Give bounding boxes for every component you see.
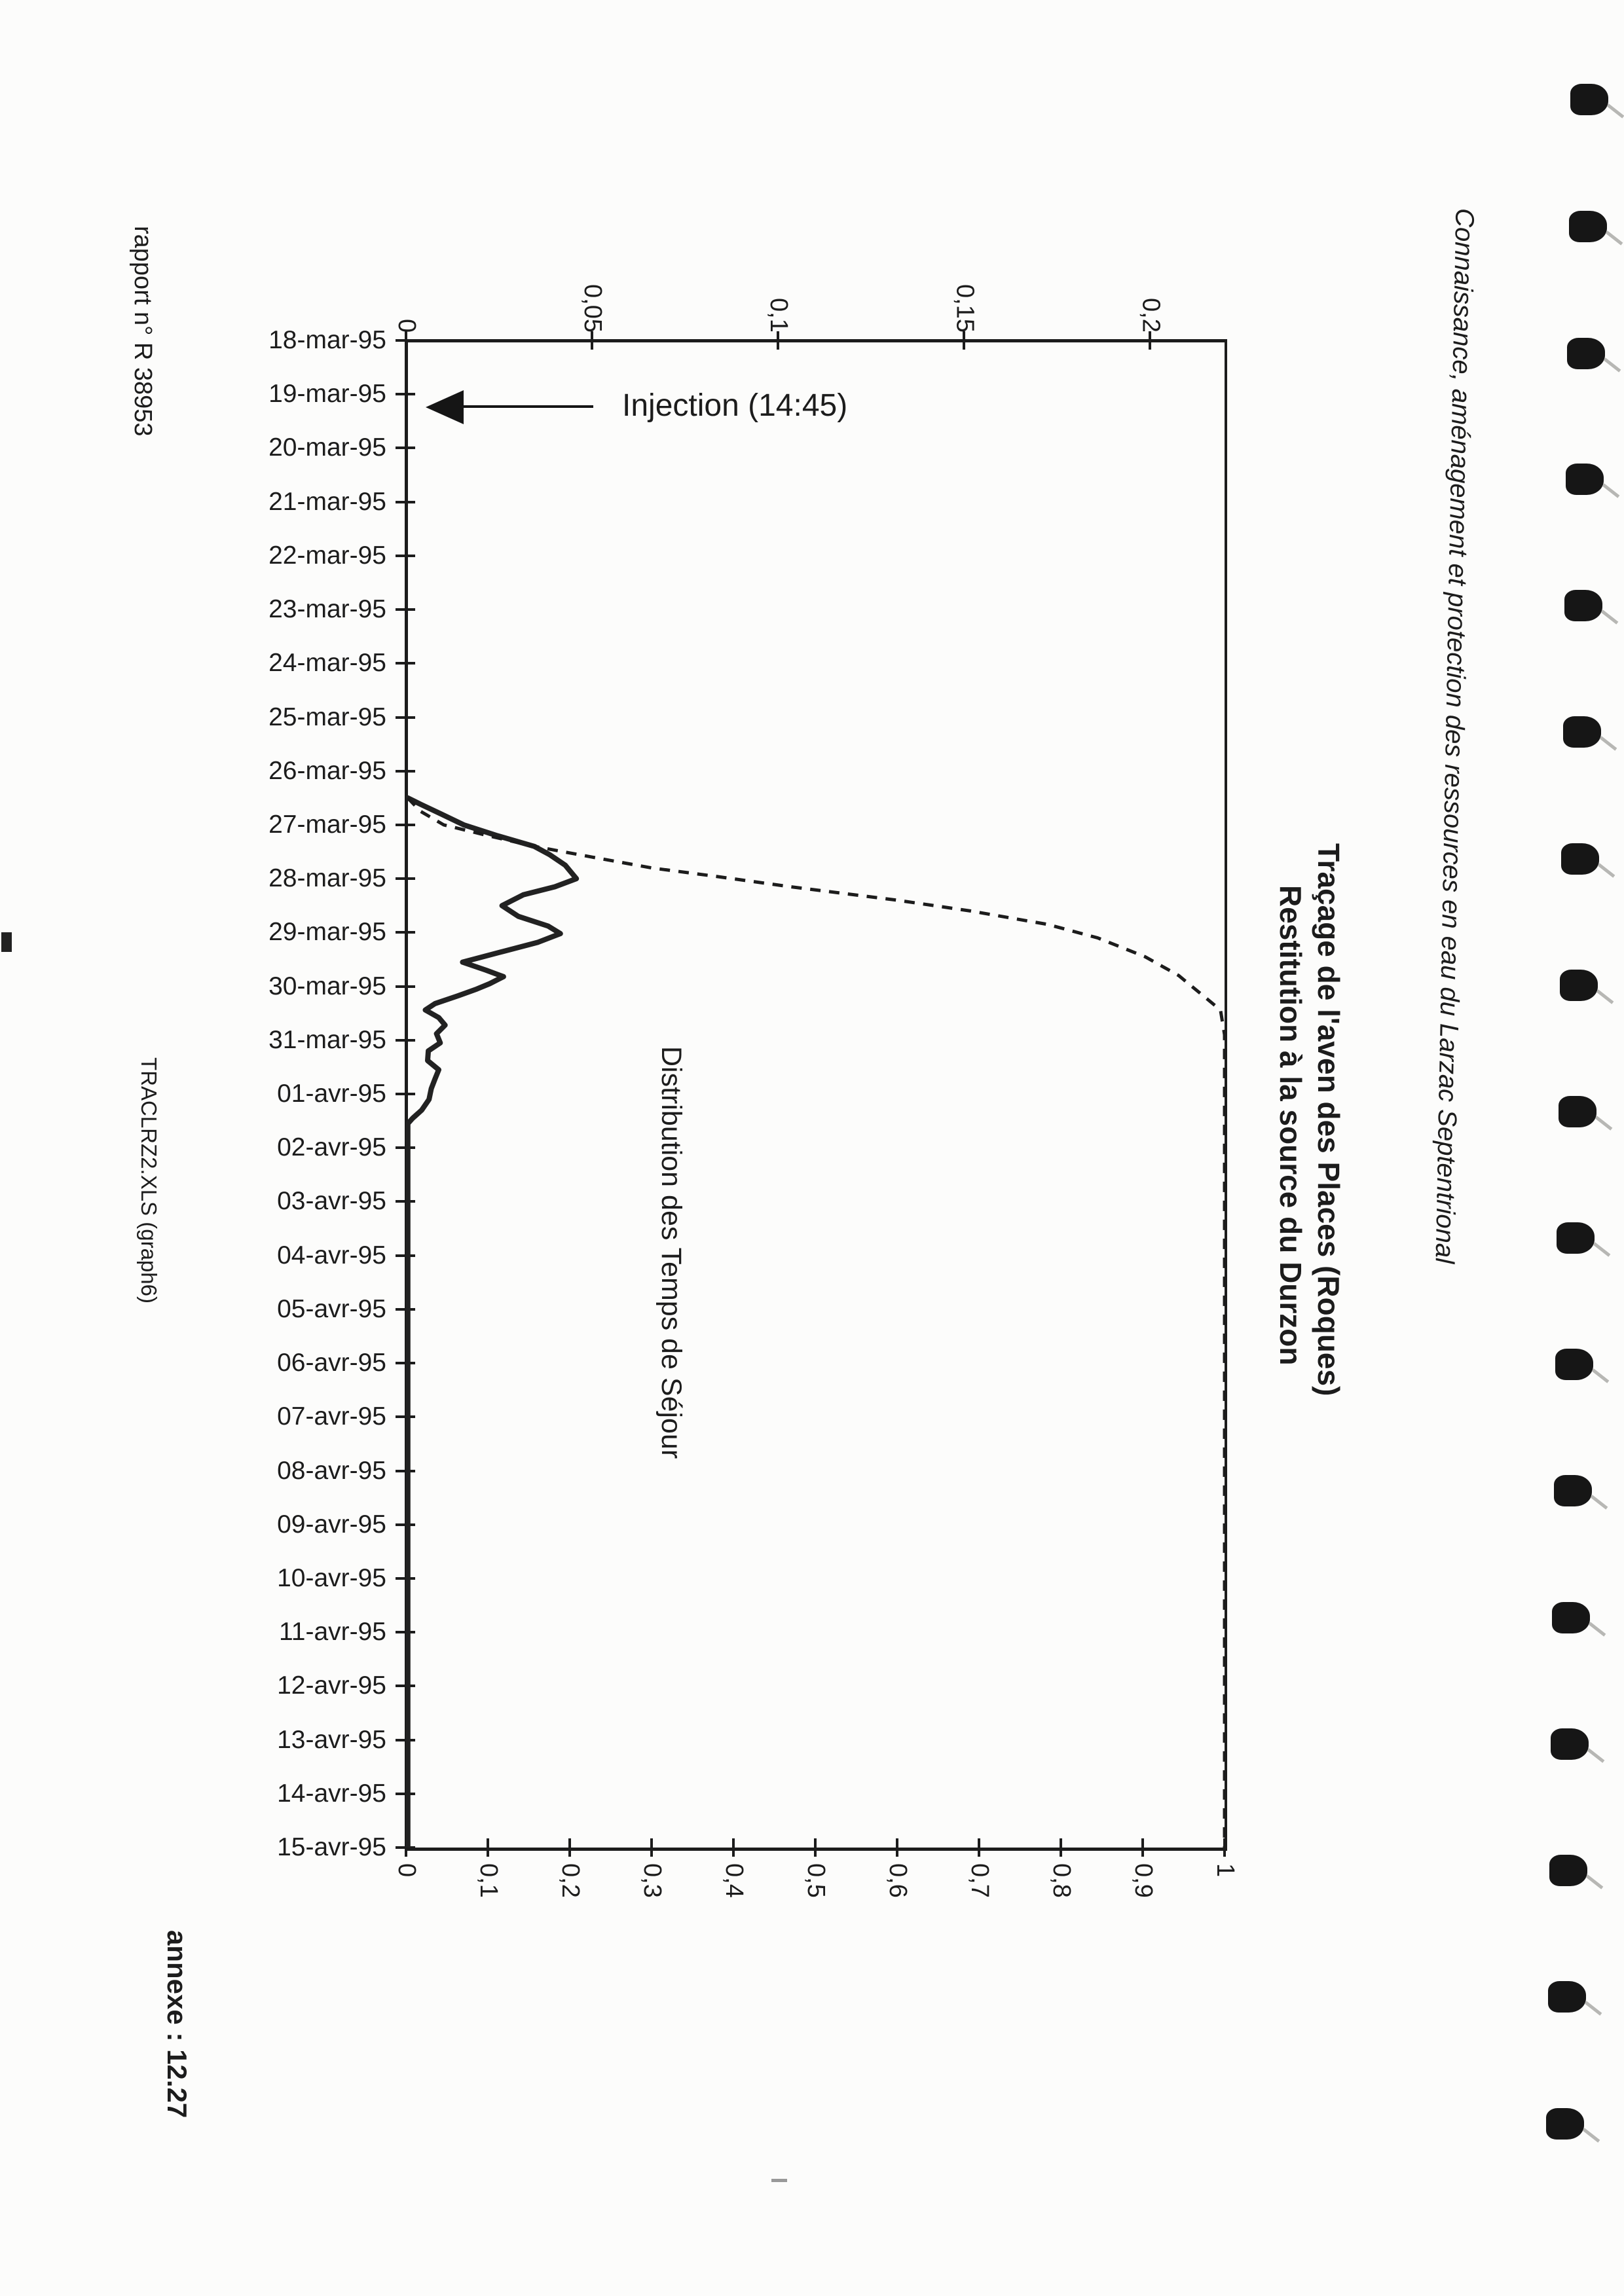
date-label: 13-avr-95 <box>277 1725 386 1754</box>
binding-mark <box>1549 1855 1587 1886</box>
binding-mark <box>1560 970 1598 1001</box>
date-label: 23-mar-95 <box>268 595 386 624</box>
binding-mark <box>1569 211 1607 242</box>
date-label: 01-avr-95 <box>277 1080 386 1108</box>
binding-mark-tail <box>1602 483 1620 498</box>
date-label: 29-mar-95 <box>268 918 386 947</box>
tracer-curves-plot <box>406 340 1225 1848</box>
binding-mark <box>1564 590 1602 621</box>
injection-arrow-icon <box>426 390 464 424</box>
date-label: 05-avr-95 <box>277 1294 386 1323</box>
binding-mark-tail <box>1607 103 1624 118</box>
bottom-axis-tick-label: 0,2 <box>557 1863 584 1898</box>
date-label: 31-mar-95 <box>268 1025 386 1054</box>
date-label: 28-mar-95 <box>268 864 386 893</box>
binding-mark <box>1552 1602 1590 1633</box>
bottom-axis-tick-label: 0,9 <box>1130 1863 1157 1898</box>
date-label: 19-mar-95 <box>268 380 386 409</box>
binding-mark <box>1561 843 1599 875</box>
binding-mark <box>1555 1349 1593 1380</box>
binding-mark <box>1548 1981 1586 2013</box>
date-label: 26-mar-95 <box>268 756 386 785</box>
chart-inner-label: Distribution des Temps de Séjour <box>655 1046 687 1459</box>
top-axis-tick-label: 0,05 <box>579 284 607 333</box>
binding-mark <box>1570 84 1608 115</box>
bottom-axis-tick-label: 0,3 <box>638 1863 666 1898</box>
date-label: 04-avr-95 <box>277 1241 386 1269</box>
top-axis-tick-label: 0,15 <box>951 284 979 333</box>
binding-mark <box>1566 464 1604 495</box>
annexe-number-note: annexe : 12.27 <box>162 1930 193 2119</box>
binding-mark-tail <box>1598 863 1615 877</box>
date-label: 08-avr-95 <box>277 1456 386 1485</box>
binding-mark <box>1551 1728 1589 1760</box>
bottom-axis-tick-label: 0,4 <box>720 1863 748 1898</box>
top-axis-tick-label: 0,1 <box>765 298 793 333</box>
restitution-curve <box>408 798 576 1848</box>
binding-mark-tail <box>1583 2128 1600 2142</box>
binding-mark <box>1554 1475 1592 1506</box>
date-label: 14-avr-95 <box>277 1779 386 1808</box>
date-label: 09-avr-95 <box>277 1510 386 1539</box>
binding-mark-tail <box>1589 1622 1606 1636</box>
binding-mark <box>1559 1096 1596 1127</box>
bottom-axis-tick-label: 1 <box>1211 1863 1239 1878</box>
bottom-axis-tick-label: 0 <box>393 1863 420 1878</box>
binding-mark <box>1557 1222 1595 1254</box>
date-label: 27-mar-95 <box>268 810 386 839</box>
binding-mark-tail <box>1592 1368 1610 1383</box>
report-number-note: rapport n° R 38953 <box>129 226 157 437</box>
date-label: 18-mar-95 <box>268 326 386 354</box>
binding-mark-tail <box>1587 1748 1605 1762</box>
date-label: 21-mar-95 <box>268 487 386 516</box>
date-label: 24-mar-95 <box>268 649 386 678</box>
bottom-axis-tick-label: 0,7 <box>966 1863 993 1898</box>
chart-title-line1: Traçage de l'aven des Places (Roques) <box>1312 843 1346 1396</box>
binding-mark-tail <box>1599 736 1617 750</box>
date-label: 06-avr-95 <box>277 1349 386 1377</box>
binding-mark-tail <box>1590 1495 1608 1509</box>
injection-annotation: Injection (14:45) <box>622 388 848 423</box>
scan-speck-left-edge <box>1 932 12 952</box>
bottom-axis-tick-label: 0,8 <box>1048 1863 1075 1898</box>
binding-mark-tail <box>1593 1242 1611 1256</box>
date-label: 03-avr-95 <box>277 1187 386 1216</box>
date-label: 11-avr-95 <box>278 1618 386 1647</box>
binding-mark-tail <box>1605 230 1623 245</box>
binding-mark-tail <box>1596 989 1614 1004</box>
date-label: 20-mar-95 <box>268 433 386 462</box>
source-file-note: TRACLRZ2.XLS (graph6) <box>137 1057 161 1303</box>
date-label: 10-avr-95 <box>277 1563 386 1592</box>
date-label: 02-avr-95 <box>277 1133 386 1162</box>
date-label: 07-avr-95 <box>277 1402 386 1431</box>
bottom-axis-tick-label: 0,6 <box>884 1863 912 1898</box>
report-series-header: Connaissance, aménagement et protection des ressources en eau du Larzac Septentrional <box>1430 208 1479 1264</box>
binding-mark-tail <box>1595 1116 1612 1130</box>
bottom-axis-tick-label: 0,5 <box>802 1863 830 1898</box>
chart-title-line2: Restitution à la source du Durzon <box>1274 885 1308 1366</box>
binding-mark-tail <box>1585 1874 1603 1889</box>
binding-mark-tail <box>1584 2001 1602 2015</box>
binding-mark <box>1563 716 1601 748</box>
date-label: 30-mar-95 <box>268 972 386 1000</box>
injection-arrow-shaft <box>462 405 593 408</box>
top-axis-tick-label: 0,2 <box>1137 298 1165 333</box>
date-label: 25-mar-95 <box>268 702 386 731</box>
top-axis-tick-label: 0 <box>393 318 420 333</box>
date-label: 22-mar-95 <box>268 541 386 570</box>
binding-mark-tail <box>1604 357 1621 372</box>
bottom-axis-tick-label: 0,1 <box>475 1863 502 1898</box>
cumulative-distribution-curve <box>408 798 1225 1848</box>
scan-speck-bottom <box>771 2179 787 2182</box>
binding-mark-tail <box>1600 610 1618 624</box>
date-label: 15-avr-95 <box>277 1833 386 1861</box>
plot-right-border <box>1225 339 1227 1851</box>
date-label: 12-avr-95 <box>277 1671 386 1700</box>
binding-mark <box>1546 2108 1584 2140</box>
binding-mark <box>1567 338 1605 369</box>
